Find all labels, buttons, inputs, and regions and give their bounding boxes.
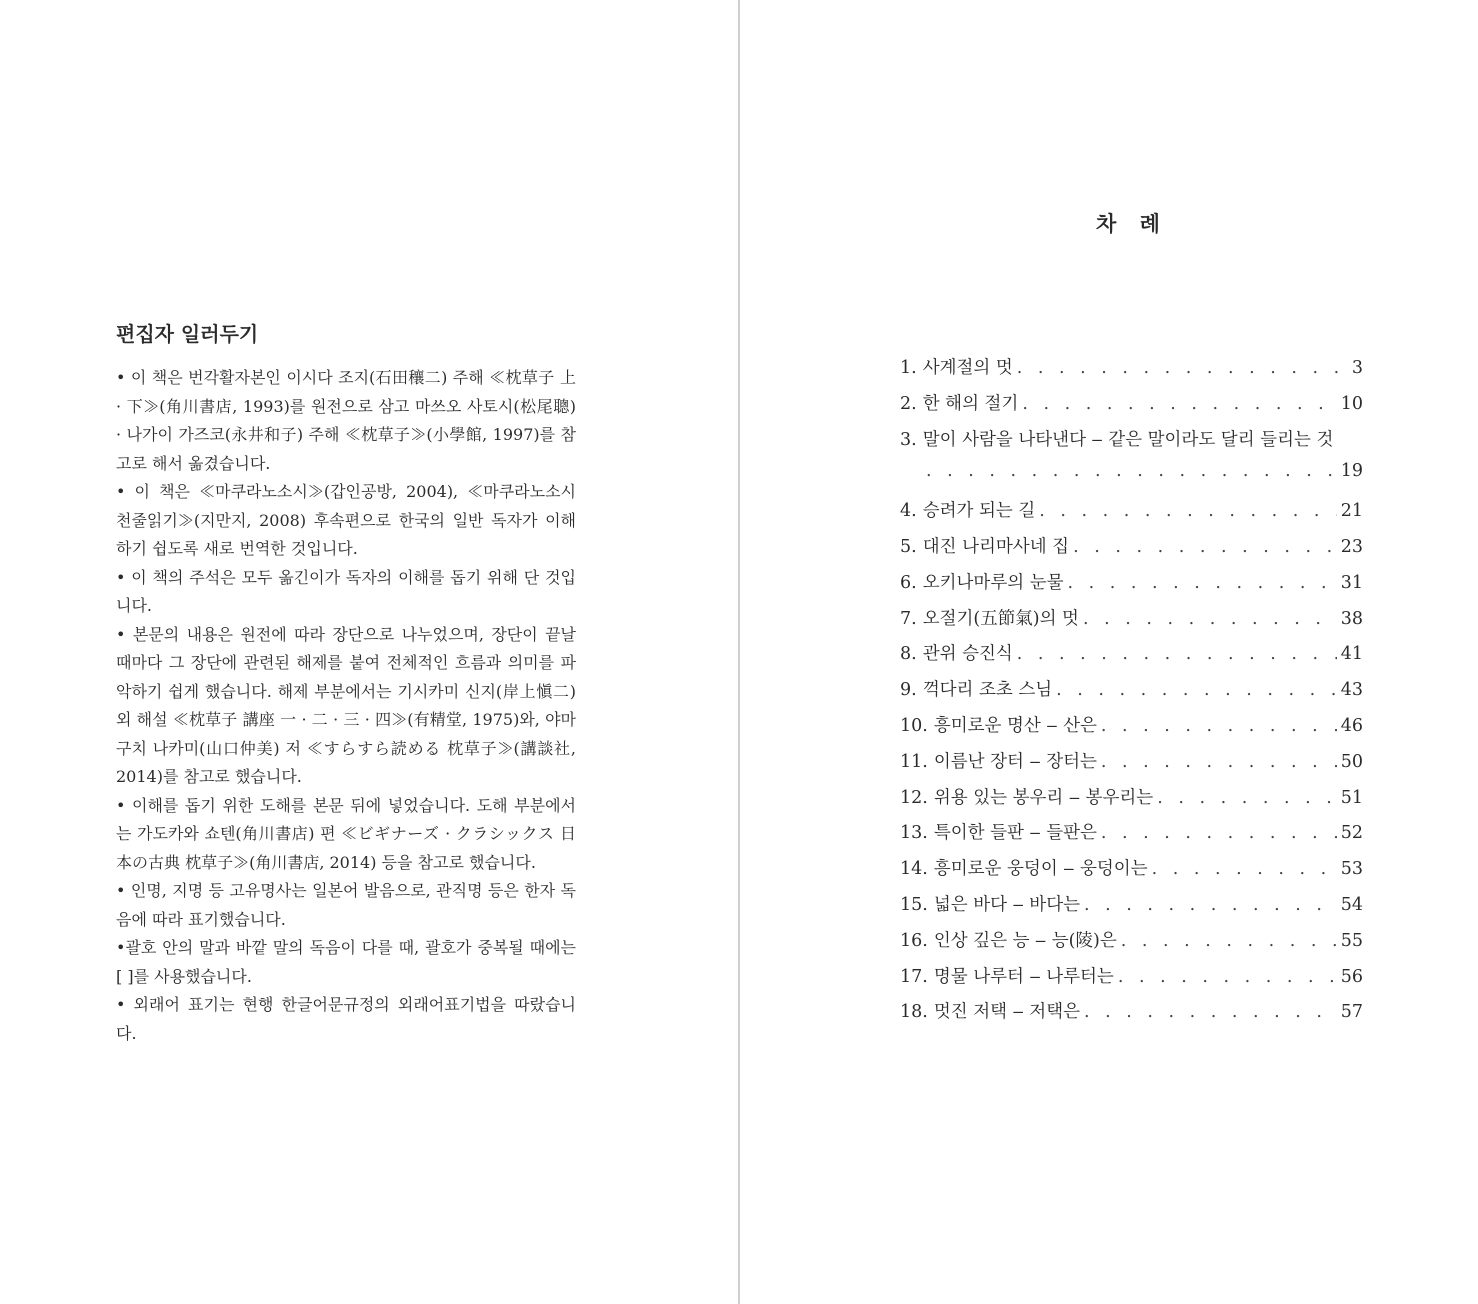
toc-entry-title: 오절기(五節氣)의 멋 bbox=[922, 608, 1079, 629]
toc-entry-title: 오키나마루의 눈물 bbox=[922, 572, 1064, 593]
toc-entry-title: 승려가 되는 길 bbox=[922, 501, 1036, 522]
toc-leader-dots bbox=[1073, 537, 1337, 557]
toc-leader-dots bbox=[1017, 644, 1337, 664]
note-paragraph: • 외래어 표기는 현행 한글어문규정의 외래어표기법을 따랐습니다. bbox=[116, 995, 576, 1043]
toc-entry-number: 9. bbox=[900, 680, 917, 701]
note-paragraph: • 이 책은 ≪마쿠라노소시≫(갑인공방, 2004), ≪마쿠라노소시 천줄읽기≫(지만지, 2008) 후속편으로 한국의 일반 독자가 이해하기 쉽도록 새로 번역한 것입니다. bbox=[116, 482, 576, 558]
editor-notes-title: 편집자 일러두기 bbox=[116, 322, 259, 346]
toc-leader-dots bbox=[1039, 501, 1336, 521]
toc-leader-dots bbox=[1121, 931, 1337, 951]
toc-entry-title: 멋진 저택 ‒ 저택은 bbox=[933, 1002, 1081, 1023]
toc-leader-dots bbox=[1101, 752, 1337, 772]
toc-entry-page: 46 bbox=[1340, 715, 1363, 736]
toc-entry-title: 한 해의 절기 bbox=[922, 393, 1019, 414]
toc-entry-title: 위용 있는 봉우리 ‒ 봉우리는 bbox=[933, 787, 1154, 808]
toc-title: 차 례 bbox=[1096, 211, 1168, 236]
toc-entry-first-line bbox=[900, 426, 1363, 462]
toc-entry[interactable] bbox=[900, 533, 1363, 569]
toc-entry[interactable] bbox=[900, 712, 1363, 748]
toc-entry[interactable] bbox=[900, 927, 1363, 963]
toc-entry-number: 1. bbox=[900, 358, 917, 378]
toc-entry-title: 관위 승진식 bbox=[922, 644, 1013, 665]
toc-entry-page: 10 bbox=[1340, 393, 1363, 414]
editor-notes-body bbox=[116, 364, 576, 1048]
toc-leader-dots bbox=[926, 461, 1337, 481]
toc-entry-number: 18. bbox=[900, 1002, 928, 1023]
toc-entry-title: 꺽다리 조초 스님 bbox=[922, 680, 1053, 701]
toc-entry-number: 17. bbox=[900, 966, 928, 987]
toc-entry[interactable] bbox=[900, 963, 1363, 999]
toc-entry-page: 19 bbox=[1340, 461, 1363, 482]
toc-entry-page: 50 bbox=[1340, 751, 1363, 772]
toc-entry-number: 11. bbox=[900, 751, 928, 772]
toc-entry[interactable] bbox=[900, 426, 1363, 498]
toc-entry-number: 12. bbox=[900, 787, 928, 808]
toc-entry[interactable] bbox=[900, 676, 1363, 712]
toc-entry-number: 10. bbox=[900, 715, 928, 736]
toc-leader-dots bbox=[1157, 788, 1337, 808]
toc-entry[interactable] bbox=[900, 819, 1363, 855]
toc-entry-title: 특이한 들판 ‒ 들판은 bbox=[933, 823, 1097, 844]
toc-entry[interactable] bbox=[900, 354, 1363, 390]
toc-entry-page: 51 bbox=[1340, 787, 1363, 808]
toc-entry-page: 57 bbox=[1340, 1002, 1363, 1023]
toc-entry-title: 넓은 바다 ‒ 바다는 bbox=[933, 894, 1081, 915]
note-paragraph: •괄호 안의 말과 바깥 말의 독음이 다를 때, 괄호가 중복될 때에는 [ ]를 사용했습니다. bbox=[116, 938, 576, 986]
toc-entry-number: 6. bbox=[900, 572, 917, 593]
toc-entry-title: 대진 나리마사네 집 bbox=[922, 536, 1070, 557]
toc-leader-dots bbox=[1068, 573, 1337, 593]
toc-entry[interactable] bbox=[900, 569, 1363, 605]
toc-entry[interactable] bbox=[900, 640, 1363, 676]
toc-entry-title: 흥미로운 웅덩이 ‒ 웅덩이는 bbox=[933, 859, 1148, 880]
toc-entry-page: 41 bbox=[1340, 644, 1363, 665]
toc-entry-title: 말이 사람을 나타낸다 ‒ 같은 말이라도 달리 들리는 것 bbox=[922, 429, 1334, 450]
toc-entry-title: 명물 나루터 ‒ 나루터는 bbox=[933, 966, 1114, 987]
toc-entry-title: 사계절의 멋 bbox=[922, 358, 1013, 378]
toc-leader-dots bbox=[1083, 609, 1337, 629]
toc-entry-number: 7. bbox=[900, 608, 917, 629]
toc-entry-page: 3 bbox=[1351, 358, 1363, 378]
toc-entry[interactable] bbox=[900, 748, 1363, 784]
toc-entry-number: 5. bbox=[900, 536, 917, 557]
toc-entry-page: 52 bbox=[1340, 823, 1363, 844]
toc-entry-title: 흥미로운 명산 ‒ 산은 bbox=[933, 715, 1097, 736]
toc-entry[interactable] bbox=[900, 855, 1363, 891]
toc-entry-number: 4. bbox=[900, 501, 917, 522]
note-paragraph: • 이 책은 번각활자본인 이시다 조지(石田穰二) 주해 ≪枕草子 上 · 下≫(角川書店, 1993)를 원전으로 삼고 마쓰오 사토시(松尾聰) · 나가이 가즈코(永井和子) 주해 ≪枕草子≫(小學館, 1997)를 참고로 해서 옮겼습니다. bbox=[116, 368, 576, 473]
toc-leader-dots bbox=[1101, 716, 1337, 736]
toc-entry[interactable] bbox=[900, 891, 1363, 927]
table-of-contents bbox=[900, 354, 1363, 1034]
toc-entry[interactable] bbox=[900, 784, 1363, 820]
toc-entry-number: 8. bbox=[900, 644, 917, 665]
note-paragraph: • 본문의 내용은 원전에 따라 장단으로 나누었으며, 장단이 끝날 때마다 그 장단에 관련된 해제를 붙여 전체적인 흐름과 의미를 파악하기 쉽게 했습니다. 해제 부분에서는 기시카미 신지(岸上愼二) 외 해설 ≪枕草子 講座 一 · 二 · 三 · 四≫(有精堂, 1975)와, 야마구치 나카미(山口仲美) 저 ≪すらすら読める 枕草子≫(講談社, 2014)를 참고로 했습니다. bbox=[116, 624, 576, 786]
toc-entry-number: 14. bbox=[900, 859, 928, 880]
toc-entry[interactable] bbox=[900, 390, 1363, 426]
note-paragraph: • 인명, 지명 등 고유명사는 일본어 발음으로, 관직명 등은 한자 독음에 따라 표기했습니다. bbox=[116, 881, 576, 929]
toc-entry-number: 3. bbox=[900, 429, 917, 450]
toc-entry[interactable] bbox=[900, 998, 1363, 1034]
toc-entry-number: 13. bbox=[900, 823, 928, 844]
toc-leader-dots bbox=[1118, 967, 1337, 987]
toc-entry-page: 23 bbox=[1340, 536, 1363, 557]
note-paragraph: • 이해를 돕기 위한 도해를 본문 뒤에 넣었습니다. 도해 부분에서는 가도카와 쇼텐(角川書店) 편 ≪ビギナーズ · クラシックス 日本の古典 枕草子≫(角川書店, 2014) 등을 참고로 했습니다. bbox=[116, 795, 576, 872]
note-paragraph: • 이 책의 주석은 모두 옮긴이가 독자의 이해를 돕기 위해 단 것입니다. bbox=[116, 567, 576, 615]
toc-entry-page: 31 bbox=[1340, 572, 1363, 593]
toc-entry-number: 15. bbox=[900, 894, 928, 915]
toc-entry-title: 인상 깊은 능 ‒ 능(陵)은 bbox=[933, 930, 1117, 951]
toc-entry-number: 16. bbox=[900, 930, 928, 951]
toc-leader-dots bbox=[1056, 680, 1337, 700]
toc-entry-number: 2. bbox=[900, 393, 917, 414]
toc-entry-page: 38 bbox=[1340, 608, 1363, 629]
toc-leader-dots bbox=[1101, 823, 1337, 843]
toc-entry[interactable] bbox=[900, 497, 1363, 533]
toc-entry-page: 53 bbox=[1340, 859, 1363, 880]
toc-entry-title: 이름난 장터 ‒ 장터는 bbox=[933, 751, 1097, 772]
toc-entry-page: 56 bbox=[1340, 966, 1363, 987]
toc-entry-second-line bbox=[900, 461, 1363, 497]
toc-leader-dots bbox=[1084, 895, 1337, 915]
toc-leader-dots bbox=[1022, 394, 1336, 414]
toc-leader-dots bbox=[1084, 1002, 1337, 1022]
toc-entry[interactable] bbox=[900, 605, 1363, 641]
toc-entry-page: 54 bbox=[1340, 894, 1363, 915]
toc-leader-dots bbox=[1017, 358, 1348, 378]
toc-leader-dots bbox=[1152, 859, 1337, 879]
toc-entry-page: 55 bbox=[1340, 930, 1363, 951]
toc-entry-page: 43 bbox=[1340, 680, 1363, 701]
toc-entry-page: 21 bbox=[1340, 501, 1363, 522]
